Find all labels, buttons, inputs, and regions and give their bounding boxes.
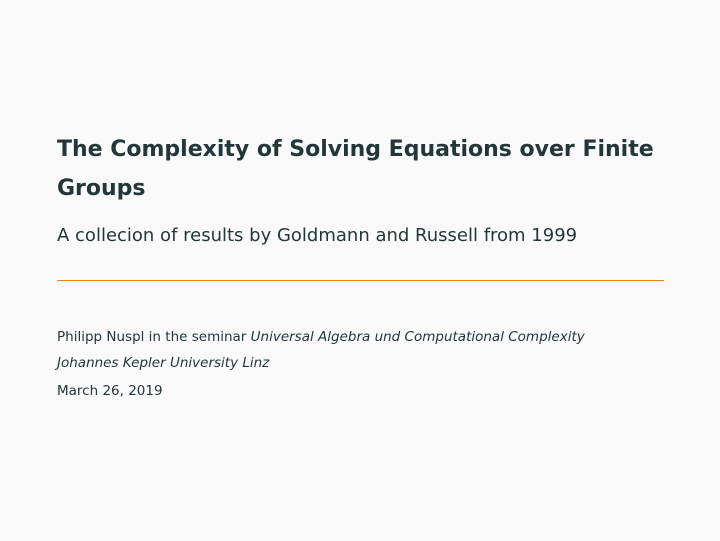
slide-subtitle: A collecion of results by Goldmann and Russell from 1999 [57,225,578,246]
seminar-prefix: in the seminar [144,329,251,345]
title-separator-rule [57,280,664,281]
slide-title: The Complexity of Solving Equations over Finite Groups [57,137,654,201]
institute: Johannes Kepler University Linz [57,355,270,371]
presentation-date: March 26, 2019 [57,383,163,399]
author-name: Philipp Nuspl [57,329,145,345]
author-line [57,327,585,347]
seminar-name: Universal Algebra und Computational Complexity [250,329,585,345]
